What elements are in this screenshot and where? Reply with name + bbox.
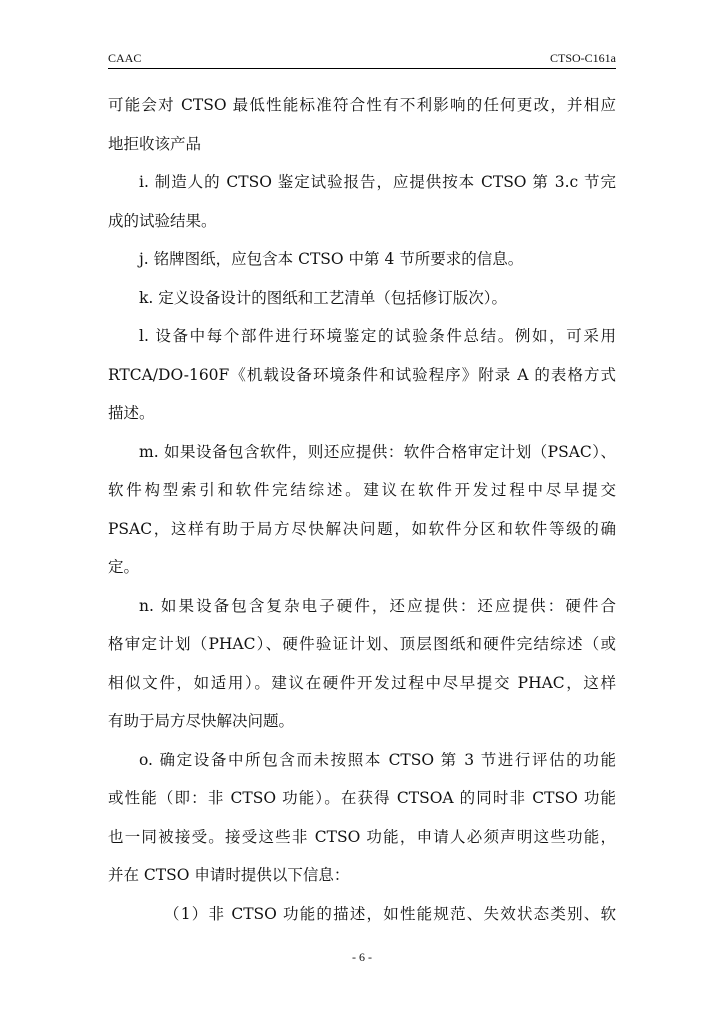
list-item-n-line: 有助于局方尽快解决问题。 [108,712,295,730]
list-item-n-line: 相似文件，如适用）。建议在硬件开发过程中尽早提交 PHAC，这样 [108,673,616,692]
list-item-n-line: 格审定计划（PHAC）、硬件验证计划、顶层图纸和硬件完结综述（或 [108,635,616,653]
header-org: CAAC [108,51,142,65]
list-item-l-line: RTCA/DO-160F《机载设备环境条件和试验程序》附录 A 的表格方式 [108,365,616,384]
sub-item-1-line: （1）非 CTSO 功能的描述，如性能规范、失效状态类别、软 [164,904,616,923]
header-doc-id: CTSO-C161a [550,51,616,65]
list-item-o-line: o. 确定设备中所包含而未按照本 CTSO 第 3 节进行评估的功能 [139,750,616,769]
list-item-i-line: i. 制造人的 CTSO 鉴定试验报告，应提供按本 CTSO 第 3.c 节完 [139,173,616,191]
list-item-m-line: 软件构型索引和软件完结综述。建议在软件开发过程中尽早提交 [108,481,616,499]
list-item-i-line: 成的试验结果。 [108,211,217,230]
list-item-m-line: PSAC，这样有助于局方尽快解决问题，如软件分区和软件等级的确 [108,519,616,538]
paragraph-line: 地拒收该产品 [108,134,202,153]
list-item-o-line: 或性能（即：非 CTSO 功能）。在获得 CTSOA 的同时非 CTSO 功能 [108,789,616,807]
list-item-o-line: 并在 CTSO 申请时提供以下信息： [108,866,350,884]
list-item-o-line: 也一同被接受。接受这些非 CTSO 功能，申请人必须声明这些功能， [108,827,616,846]
list-item-j: j. 铭牌图纸，应包含本 CTSO 中第 4 节所要求的信息。 [139,250,524,268]
list-item-k: k. 定义设备设计的图纸和工艺清单（包括修订版次）。 [139,288,507,307]
paragraph-line: 可能会对 CTSO 最低性能标准符合性有不利影响的任何更改，并相应 [108,96,616,114]
list-item-n-line: n. 如果设备包含复杂电子硬件，还应提供：还应提供：硬件合 [139,596,616,615]
page-number: - 6 - [352,950,372,964]
list-item-m-line: 定。 [108,558,140,576]
list-item-l-line: 描述。 [108,404,155,422]
list-item-m-line: m. 如果设备包含软件，则还应提供：软件合格审定计划（PSAC）、 [139,442,616,461]
page-header [108,48,616,69]
list-item-l-line: l. 设备中每个部件进行环境鉴定的试验条件总结。例如，可采用 [139,327,616,345]
document-body [108,86,616,933]
